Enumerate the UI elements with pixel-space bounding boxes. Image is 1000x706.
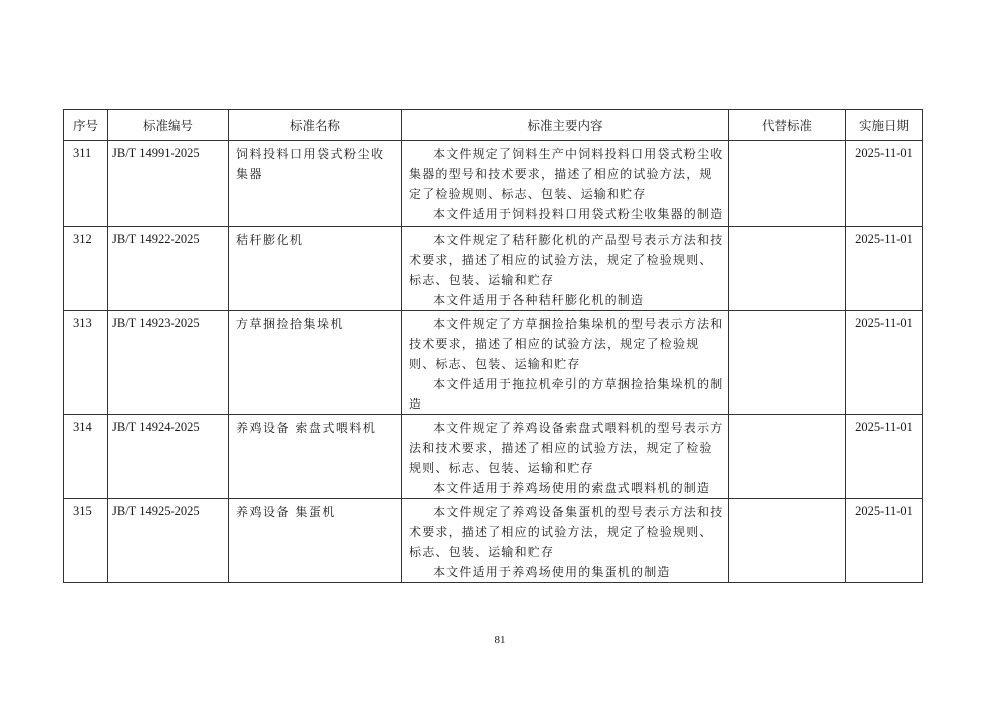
row-replaced-standard [729,227,846,311]
content-applicability-text: 本文件适用于养鸡场使用的索盘式喂料机的制造 [433,481,711,495]
content-scope-text: 本文件规定了秸秆膨化机的产品型号表示方法和技术要求，描述了相应的试验方法，规定了检验规则、标志、包装、运输和贮存 [409,233,724,287]
content-scope-text: 本文件规定了养鸡设备索盘式喂料机的型号表示方法和技术要求，描述了相应的试验方法，规定了检验规则、标志、包装、运输和贮存 [409,421,724,475]
table-row [64,311,923,415]
row-standard-content [402,499,729,583]
row-seq: 313 [64,311,108,415]
row-seq: 315 [64,499,108,583]
row-standard-name: 方草捆捡拾集垛机 [229,311,402,415]
header-seq: 序号 [64,110,108,141]
row-standard-name: 养鸡设备 索盘式喂料机 [229,415,402,499]
content-scope-text: 本文件规定了方草捆捡拾集垛机的型号表示方法和技术要求，描述了相应的试验方法，规定了检验规则、标志、包装、运输和贮存 [409,317,724,371]
table-row [64,227,923,311]
row-effective-date: 2025-11-01 [846,415,923,499]
row-replaced-standard [729,141,846,227]
table-row [64,499,923,583]
header-replaces: 代替标准 [729,110,846,141]
row-replaced-standard [729,415,846,499]
header-code: 标准编号 [108,110,229,141]
row-standard-content [402,227,729,311]
row-replaced-standard [729,311,846,415]
row-standard-code: JB/T 14924-2025 [108,415,229,499]
row-standard-content [402,311,729,415]
content-applicability-text: 本文件适用于养鸡场使用的集蛋机的制造 [433,565,671,579]
row-standard-content [402,141,729,227]
table-row [64,415,923,499]
content-scope-text: 本文件规定了饲料生产中饲料投料口用袋式粉尘收集器的型号和技术要求，描述了相应的试验方法，规定了检验规则、标志、包装、运输和贮存 [409,147,724,201]
row-replaced-standard [729,499,846,583]
row-effective-date: 2025-11-01 [846,227,923,311]
row-effective-date: 2025-11-01 [846,311,923,415]
row-seq: 312 [64,227,108,311]
content-applicability-text: 本文件适用于饲料投料口用袋式粉尘收集器的制造 [433,207,724,221]
row-standard-code: JB/T 14922-2025 [108,227,229,311]
table-header-row [64,110,923,141]
content-applicability-text: 本文件适用于各种秸秆膨化机的制造 [433,293,645,307]
header-content: 标准主要内容 [402,110,729,141]
row-standard-content [402,415,729,499]
header-date: 实施日期 [846,110,923,141]
row-standard-code: JB/T 14991-2025 [108,141,229,227]
row-standard-name: 饲料投料口用袋式粉尘收集器 [229,141,402,227]
row-seq: 311 [64,141,108,227]
row-standard-code: JB/T 14925-2025 [108,499,229,583]
page-number: 81 [494,634,506,646]
row-standard-name: 秸秆膨化机 [229,227,402,311]
row-effective-date: 2025-11-01 [846,141,923,227]
row-seq: 314 [64,415,108,499]
row-standard-code: JB/T 14923-2025 [108,311,229,415]
row-standard-name: 养鸡设备 集蛋机 [229,499,402,583]
content-scope-text: 本文件规定了养鸡设备集蛋机的型号表示方法和技术要求，描述了相应的试验方法，规定了检验规则、标志、包装、运输和贮存 [409,505,724,559]
table-row [64,141,923,227]
row-effective-date: 2025-11-01 [846,499,923,583]
header-name: 标准名称 [229,110,402,141]
standards-table [63,109,923,583]
content-applicability-text: 本文件适用于拖拉机牵引的方草捆捡拾集垛机的制造 [409,377,724,411]
